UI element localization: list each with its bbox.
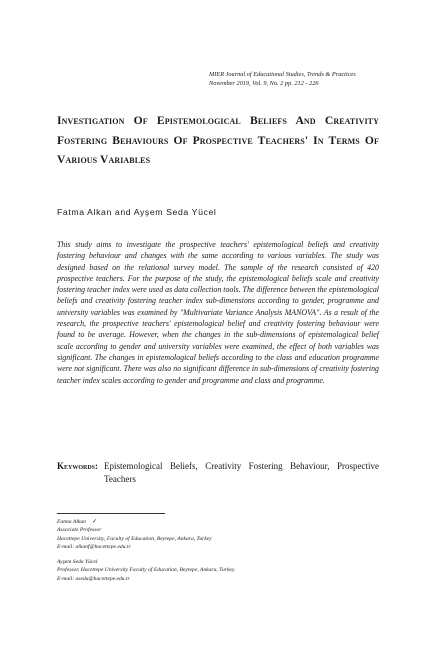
keywords-text: Epistemological Beliefs, Creativity Fostering Behaviour, Prospective Teachers [104, 461, 379, 484]
footnote-author-affiliation: Hacettepe University, Faculty of Education, Beytepe, Ankara, Turkey [57, 535, 212, 542]
author-mark-icon: ✓ [91, 519, 97, 525]
keywords-section [57, 460, 379, 486]
footnote-author-name: Fatma Alkan [57, 519, 86, 525]
journal-name: MIER Journal of Educational Studies, Trends & Practices [209, 71, 356, 78]
footnote-author-affiliation: Professor, Hacettepe University Faculty of Education, Beytepe, Ankara, Turkey. [57, 567, 236, 574]
author-footnote-2 [57, 558, 379, 583]
footnote-divider [57, 513, 165, 514]
keywords-label: Keywords: [57, 461, 99, 471]
journal-issue: November 2019, Vol. 9, No. 2 pp. 212 - 226 [209, 79, 319, 87]
author-footnote-1 [57, 518, 379, 551]
abstract-text: This study aims to investigate the prospective teachers' epistemological beliefs and creativity fostering behaviour and changes with the same according to various variables. The study was designed based on the relational survey model. The sample of the research consisted of 420 prospective teachers. For the purpose of the study, the epistemological beliefs scale and creativity fostering teacher index were used as data collection tools. The difference between the epistemological beliefs and creativity fostering teacher index sub-dimensions according to gender, programme and university variables was examined by "Multivariate Variance Analysis MANOVA". As a result of the research, the prospective teachers' epistemological belief and creativity fostering behaviour were found to be average. However, when the changes in the sub-dimensions of epistemological belief scale according to gender and university variables were examined, the effect of both variables was significant. The changes in epistemological beliefs according to the class and education programme were not significant. There was also no significant difference in sub-dimensions of creativity fostering teacher index scales according to gender and programme and class and programme. [57, 240, 379, 385]
footnote-author-role: Associate Professor [57, 527, 102, 534]
footnote-author-email: E-mail: aseda@hacettepe.edu.tr [57, 575, 130, 582]
paper-title: Investigation Of Epistemological Beliefs And Creativity Fostering Behaviours Of Prospective Teachers' In Terms Of Various Variables [57, 114, 379, 166]
journal-header [209, 71, 399, 88]
footnote-author-email: E-mail: alkanf@hacettepe.edu.tr [57, 543, 131, 550]
footnote-author-name: Ayşem Seda Yücel [57, 559, 98, 566]
author-footnotes [57, 518, 379, 590]
paper-authors: Fatma Alkan and Ayşem Seda Yücel [57, 207, 217, 217]
